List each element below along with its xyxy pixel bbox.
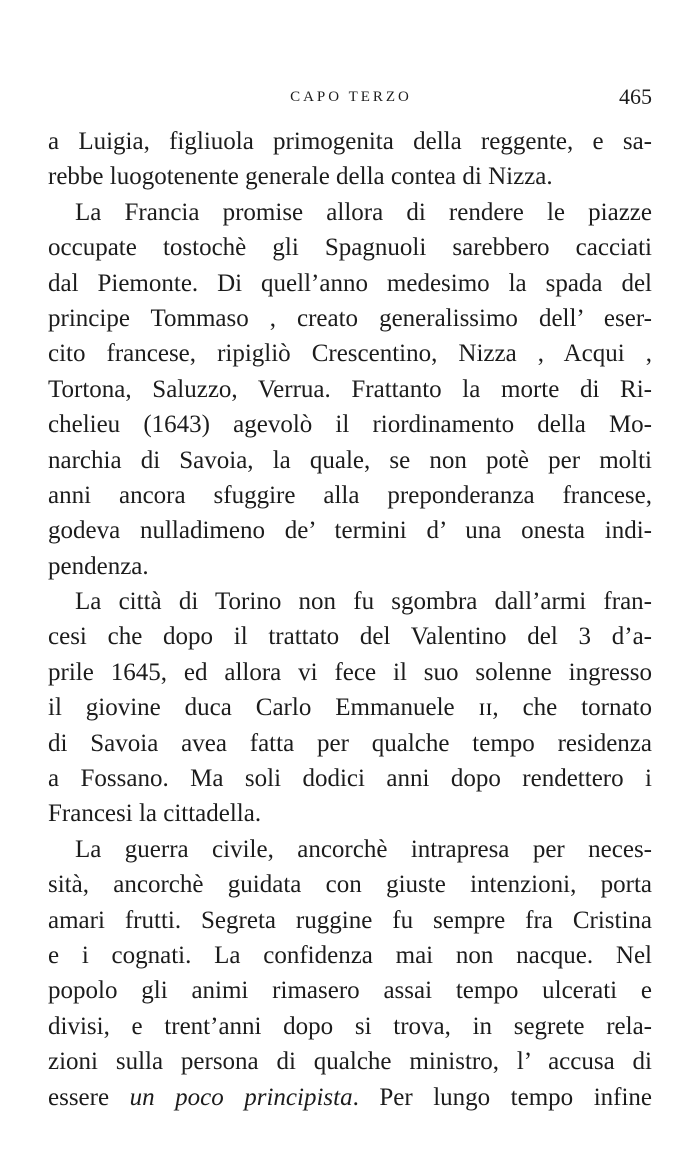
text-line: Tortona, Saluzzo, Verrua. Frattanto la morte di Ri-	[48, 375, 652, 403]
text-line: sità, ancorchè guidata con giuste intenzioni, porta	[48, 871, 652, 899]
text-line: occupate tostochè gli Spagnuoli sarebbero cacciati	[48, 234, 652, 262]
text-line: La guerra civile, ancorchè intrapresa per neces-	[75, 835, 652, 863]
text-line: dal Piemonte. Di quell’anno medesimo la spada del	[48, 269, 652, 297]
text-line: amari frutti. Segreta ruggine fu sempre fra Cristina	[48, 906, 652, 934]
page-number: 465	[619, 84, 652, 109]
paragraph	[48, 124, 652, 195]
text-line: Francesi la cittadella.	[48, 800, 262, 828]
text-line: il giovine duca Carlo Emmanuele ɪɪ, che tornato	[48, 694, 652, 722]
text-line: narchia di Savoia, la quale, se non potè per molti	[48, 446, 652, 474]
text-line: La città di Torino non fu sgombra dall’armi fran-	[75, 588, 652, 616]
text-line: godeva nulladimeno de’ termini d’ una onesta indi-	[48, 517, 652, 545]
paragraph	[48, 832, 652, 1115]
text-run: essere	[48, 1083, 130, 1111]
text-line: chelieu (1643) agevolò il riordinamento della Mo-	[48, 411, 652, 439]
text-line: anni ancora sfuggire alla preponderanza francese,	[48, 481, 652, 509]
text-line: principe Tommaso , creato generalissimo dell’ eser-	[48, 304, 652, 332]
text-line: di Savoia avea fatta per qualche tempo residenza	[48, 729, 652, 757]
text-line: cesi che dopo il trattato del Valentino del 3 d’a-	[48, 623, 652, 651]
text-line: zioni sulla persona di qualche ministro, l’ accusa di	[48, 1048, 652, 1076]
running-head	[50, 84, 652, 110]
paragraph	[48, 584, 652, 832]
page-body	[48, 124, 652, 1115]
text-line	[48, 1080, 652, 1115]
text-line: pendenza.	[48, 552, 149, 580]
text-run: . Per lungo tempo infine	[352, 1083, 653, 1111]
text-line: La Francia promise allora di rendere le piazze	[75, 198, 652, 226]
text-line: prile 1645, ed allora vi fece il suo solenne ingresso	[48, 658, 652, 686]
text-line: a Fossano. Ma soli dodici anni dopo rendettero i	[48, 765, 652, 793]
text-line: e i cognati. La confidenza mai non nacque. Nel	[48, 941, 652, 969]
text-line: divisi, e trent’anni dopo si trova, in segrete rela-	[48, 1012, 652, 1040]
chapter-title: CAPO TERZO	[290, 89, 412, 105]
italic-phrase: un poco principista	[129, 1083, 353, 1111]
text-line: popolo gli animi rimasero assai tempo ulcerati e	[48, 977, 652, 1005]
text-line: cito francese, ripigliò Crescentino, Nizza , Acqui ,	[48, 340, 652, 368]
paragraph	[48, 195, 652, 584]
text-line: a Luigia, figliuola primogenita della reggente, e sa-	[48, 128, 652, 155]
text-line: rebbe luogotenente generale della contea di Nizza.	[48, 163, 553, 191]
